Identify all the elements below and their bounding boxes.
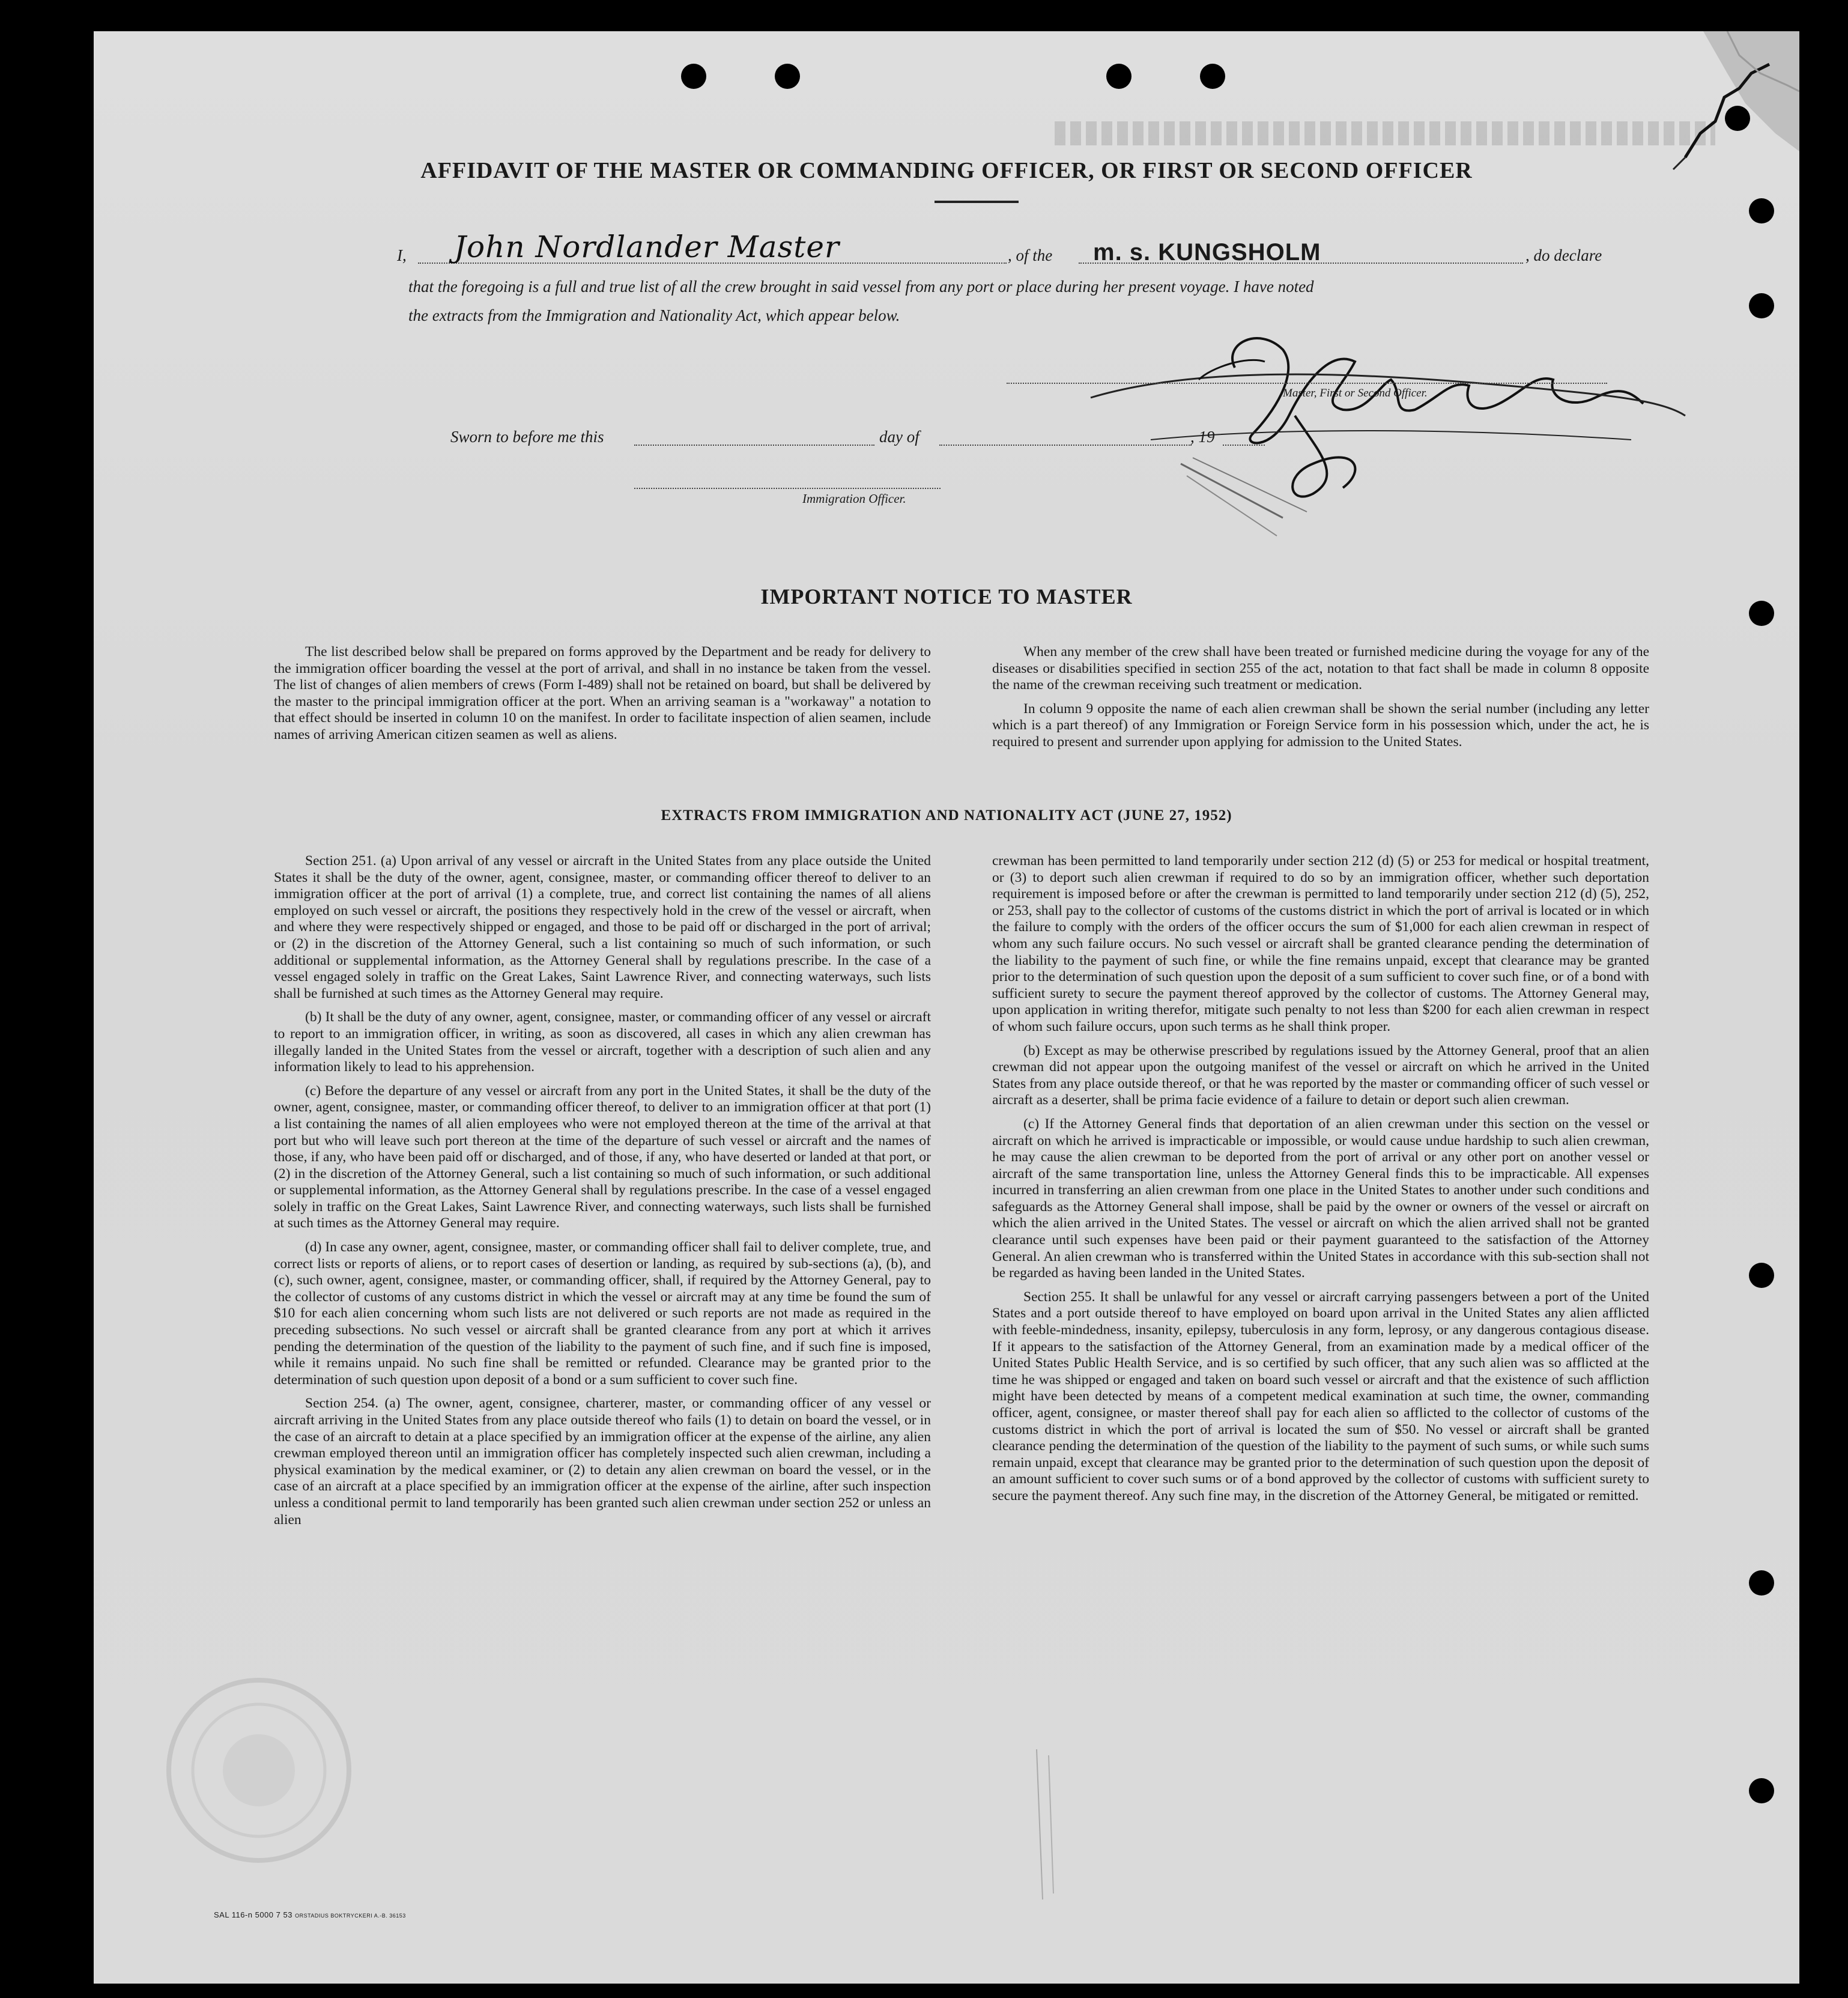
punch-hole (1749, 1778, 1774, 1803)
punch-hole (1749, 293, 1774, 318)
signature-caption: Master, First or Second Officer. (1283, 387, 1428, 399)
bleed-through-text (1055, 121, 1715, 145)
sworn-month-line (939, 445, 1192, 446)
extracts-title: EXTRACTS FROM IMMIGRATION AND NATIONALITY ACT (JUNE 27, 1952) (661, 807, 1232, 824)
punch-hole (775, 64, 800, 89)
punch-hole (681, 64, 706, 89)
punch-hole (1749, 1570, 1774, 1596)
declaration-line-1: that the foregoing is a full and true list of all the crew brought in said vessel from any port or place during her present voyage. I have noted (408, 278, 1314, 296)
punch-hole (1200, 64, 1225, 89)
form-code: SAL 116-n 5000 7 53 (214, 1910, 292, 1919)
document-sheet (94, 31, 1799, 1984)
embossed-seal-graphic (160, 1671, 358, 1869)
do-declare-label: , do declare (1525, 246, 1602, 264)
punch-hole (1725, 106, 1750, 131)
extract-paragraph: (d) In case any owner, agent, consignee, master, or commanding officer shall fail to deliver complete, true, and correct lists or reports of aliens, or to report cases of desertion or landing, as required by sub-sections (a), (b), and (c), such owner, agent, consignee, master, or commanding officer, shall, if required by the Attorney General, pay to the collector of customs of any customs district in which the vessel or aircraft may at any time be found the sum of $10 for each alien concerning whom such lists are not delivered or such reports are not made as required in the preceding subsections. No such vessel or aircraft shall be granted clearance from any port at which it arrives pending the determination of the question of the liability to the payment of such fine, and if such fine is imposed, while it remains unpaid. No such fine shall be remitted or refunded. Clearance may be granted prior to the determination of such question upon deposit of a bond or a sum sufficient to cover such fine. (274, 1239, 931, 1388)
day-of-label: day of (879, 428, 919, 446)
notice-title: IMPORTANT NOTICE TO MASTER (760, 585, 1133, 609)
sworn-day-line (634, 445, 874, 446)
title-rule (935, 201, 1019, 203)
master-signature (1031, 296, 1691, 512)
extract-paragraph: Section 254. (a) The owner, agent, consignee, charterer, master, or commanding officer of any vessel or aircraft arriving in the United States from any place outside thereof who fails (1) to detain on board the vessel, or in the case of an aircraft to detain at a place specified by an immigration officer at the expense of the airline, any alien crewman employed thereon until an immigration officer has completely inspected such alien crewman, including a physical examination by the medical examiner, or (2) to detain any alien crewman on board the vessel, or in the case of an aircraft at a place specified by an immigration officer at the expense of the airline, after such inspection unless a conditional permit to land temporarily has been granted such alien crewman under section 252 or unless an alien (274, 1395, 931, 1528)
master-name-handwritten: John Nordlander Master (454, 229, 840, 264)
extract-paragraph: (c) Before the departure of any vessel or aircraft from any port in the United States, it shall be the duty of the owner, agent, consignee, master, or commanding officer thereof, to deliver to an immigration officer at that port (1) a list containing the names of all alien employees who were not employed thereon at the time of the arrival at that port but who will leave such port thereon at the time of the departure of such vessel or aircraft and the names of those, if any, who have been paid off or discharged, and of those, if any, who have deserted or landed at that port, or (2) in the discretion of the Attorney General, such a list containing so much of such information, or such additional or supplemental information, as the Attorney General shall by regulations prescribe. In the case of a vessel engaged solely in traffic on the Great Lakes, Saint Lawrence River, and connecting waterways, such lists shall be furnished at such times as the Attorney General may require. (274, 1083, 931, 1231)
immigration-officer-line (634, 488, 941, 489)
extract-paragraph: crewman has been permitted to land temporarily under section 212 (d) (5) or 253 for medical or hospital treatment, or (3) to deport such alien crewman if required to do so by an immigration officer, whether such deportation requirement is imposed before or after the crewman is permitted to land temporarily under section 212 (d) (5), 252, or 253, shall pay to the collector of customs of the customs district in which the port of arrival is located or in which the failure to comply with the orders of the officer occurs the sum of $1,000 for each alien crewman in respect of whom any such failure occurs. No such vessel or aircraft shall be granted clearance pending the determination of the liability to the payment of such fine, or while the fine remains unpaid, except that clearance may be granted prior to the determination of such question upon the deposit of a sum sufficient to cover such fine, or of a bond with sufficient surety to secure the payment thereof approved by the collector of customs. The Attorney General may, upon application in writing therefor, mitigate such penalty to not less than $200 for each alien crewman in respect of whom such failure occurs, upon such terms as he shall think proper. (992, 853, 1649, 1034)
notice-left-paragraph: The list described below shall be prepared on forms approved by the Department and be ready for delivery to the immigration officer boarding the vessel at the port of arrival, and shall in no instance be taken from the vessel. The list of changes of alien members of crews (Form I-489) shall not be retained on board, but shall be delivered by the master to the principal immigration officer at the port. When an arriving seaman is a "workaway" a notation to that effect should be inserted in column 10 on the manifest. In order to facilitate inspection of alien seamen, include names of arriving American citizen seamen as well as aliens. (274, 644, 931, 742)
extract-paragraph: Section 255. It shall be unlawful for any vessel or aircraft carrying passengers between a port of the United States and a port outside thereof to have employed on board upon arrival in the United States any alien afflicted with feeble-mindedness, insanity, epilepsy, tuberculosis in any form, leprosy, or any dangerous contagious disease. If it appears to the satisfaction of the Attorney General, from an examination made by a medical officer of the United States Public Health Service, and is so certified by such officer, that any such alien was so afflicted at the time he was shipped or engaged and taken on board such vessel or aircraft and that the existence of such affliction might have been detected by means of a competent medical examination at such time, the owner, commanding officer, agent, consignee, or master thereof shall pay for each alien so afflicted to the collector of customs of the customs district in which the port of arrival is located the sum of $50. No vessel or aircraft shall be granted clearance pending the determination of the question of the liability to the payment of such sums, or while such sums remain unpaid, except that clearance may be granted prior to the determination of such question upon the deposit of an amount sufficient to cover such sums or of a bond approved by the collector of customs with sufficient surety to secure the payment thereof. Any such fine may, in the discretion of the Attorney General, be mitigated or remitted. (992, 1289, 1649, 1504)
form-footer (214, 1910, 406, 1919)
notice-right-paragraph: In column 9 opposite the name of each alien crewman shall be shown the serial number (including any letter which is a part thereof) of any Immigration or Foreign Service form in his possession which, under the act, he is required to present and surrender upon applying for admission to the United States. (992, 700, 1649, 750)
notice-right-column (992, 644, 1649, 758)
notice-left-column (274, 644, 931, 751)
extracts-right-column (992, 853, 1649, 1512)
vessel-line (1079, 263, 1523, 264)
of-the-label: , of the (1008, 246, 1053, 264)
signature-line (1007, 383, 1607, 384)
immigration-officer-label: Immigration Officer. (802, 491, 906, 506)
printer-name: ORSTADIUS BOKTRYCKERI A.-B. 36153 (295, 1913, 406, 1919)
punch-hole (1749, 1263, 1774, 1288)
extract-paragraph: (c) If the Attorney General finds that deportation of an alien crewman under this section on the vessel or aircraft on which he arrived is impracticable or impossible, or would cause undue hardship to such alien crewman, he may cause the alien crewman to be deported from the port of arrival or any other port on another vessel or aircraft of the same transportation line, unless the Attorney General finds this to be impracticable. All expenses incurred in transferring an alien crewman from one place in the United States to another under such conditions and safeguards as the Attorney General shall impose, shall be paid by the owner or owners of the vessel or aircraft on which the alien arrived in the United States. The vessel or aircraft on which the alien arrived shall not be granted clearance until such expenses have been paid or their payment guaranteed to the satisfaction of the Attorney General. An alien crewman who is transferred within the United States in accordance with this sub-section shall not be regarded as having been landed in the United States. (992, 1116, 1649, 1281)
year-prefix: , 19 (1190, 428, 1215, 446)
sworn-year-line (1223, 445, 1265, 446)
extract-paragraph: (b) It shall be the duty of any owner, agent, consignee, master, or commanding officer of any vessel or aircraft to report to an immigration officer, in writing, as soon as discovered, all cases in which any alien crewman has illegally landed in the United States from the vessel or aircraft, together with a description of such alien and any information likely to lead to his apprehension. (274, 1009, 931, 1075)
pencil-scratches (1175, 452, 1355, 572)
extract-paragraph: (b) Except as may be otherwise prescribed by regulations issued by the Attorney General, proof that an alien crewman did not appear upon the outgoing manifest of the vessel or aircraft on which he arrived in the United States from any place outside thereof, or that he was reported by the master or commanding officer of such vessel or aircraft as a deserter, shall be prima facie evidence of a failure to detain or deport such alien crewman. (992, 1042, 1649, 1108)
i-label: I, (397, 246, 407, 264)
affidavit-title: AFFIDAVIT OF THE MASTER OR COMMANDING OFFICER, OR FIRST OR SECOND OFFICER (420, 158, 1473, 183)
declaration-line-2: the extracts from the Immigration and Nationality Act, which appear below. (408, 306, 900, 324)
extract-paragraph: Section 251. (a) Upon arrival of any vessel or aircraft in the United States from any place outside the United States it shall be the duty of the owner, agent, consignee, master, or commanding officer thereof to deliver to an immigration officer at the port of arrival (1) a complete, true, and correct list containing the names of all aliens employed on such vessel or aircraft, the positions they respectively hold in the crew of the vessel or aircraft, when and where they were respectively shipped or engaged, and those to be paid off or discharged in the port of arrival; or (2) in the discretion of the Attorney General, such a list containing so much of such information, or such additional or supplemental information, as the Attorney General shall by regulations prescribe. In the case of a vessel engaged solely in traffic on the Great Lakes, Saint Lawrence River, and connecting waterways, such lists shall be furnished at such times as the Attorney General may require. (274, 853, 931, 1001)
punch-hole (1749, 198, 1774, 223)
punch-hole (1106, 64, 1132, 89)
notice-right-paragraph: When any member of the crew shall have been treated or furnished medicine during the voyage for any of the diseases or disabilities specified in section 255 of the act, notation to that fact shall be made in column 8 opposite the name of the crewman receiving such treatment or medication. (992, 644, 1649, 693)
sworn-label: Sworn to before me this (450, 428, 604, 446)
vessel-name: m. s. KUNGSHOLM (1093, 239, 1321, 266)
extracts-left-column (274, 853, 931, 1535)
vertical-scratches (1031, 1749, 1067, 1905)
